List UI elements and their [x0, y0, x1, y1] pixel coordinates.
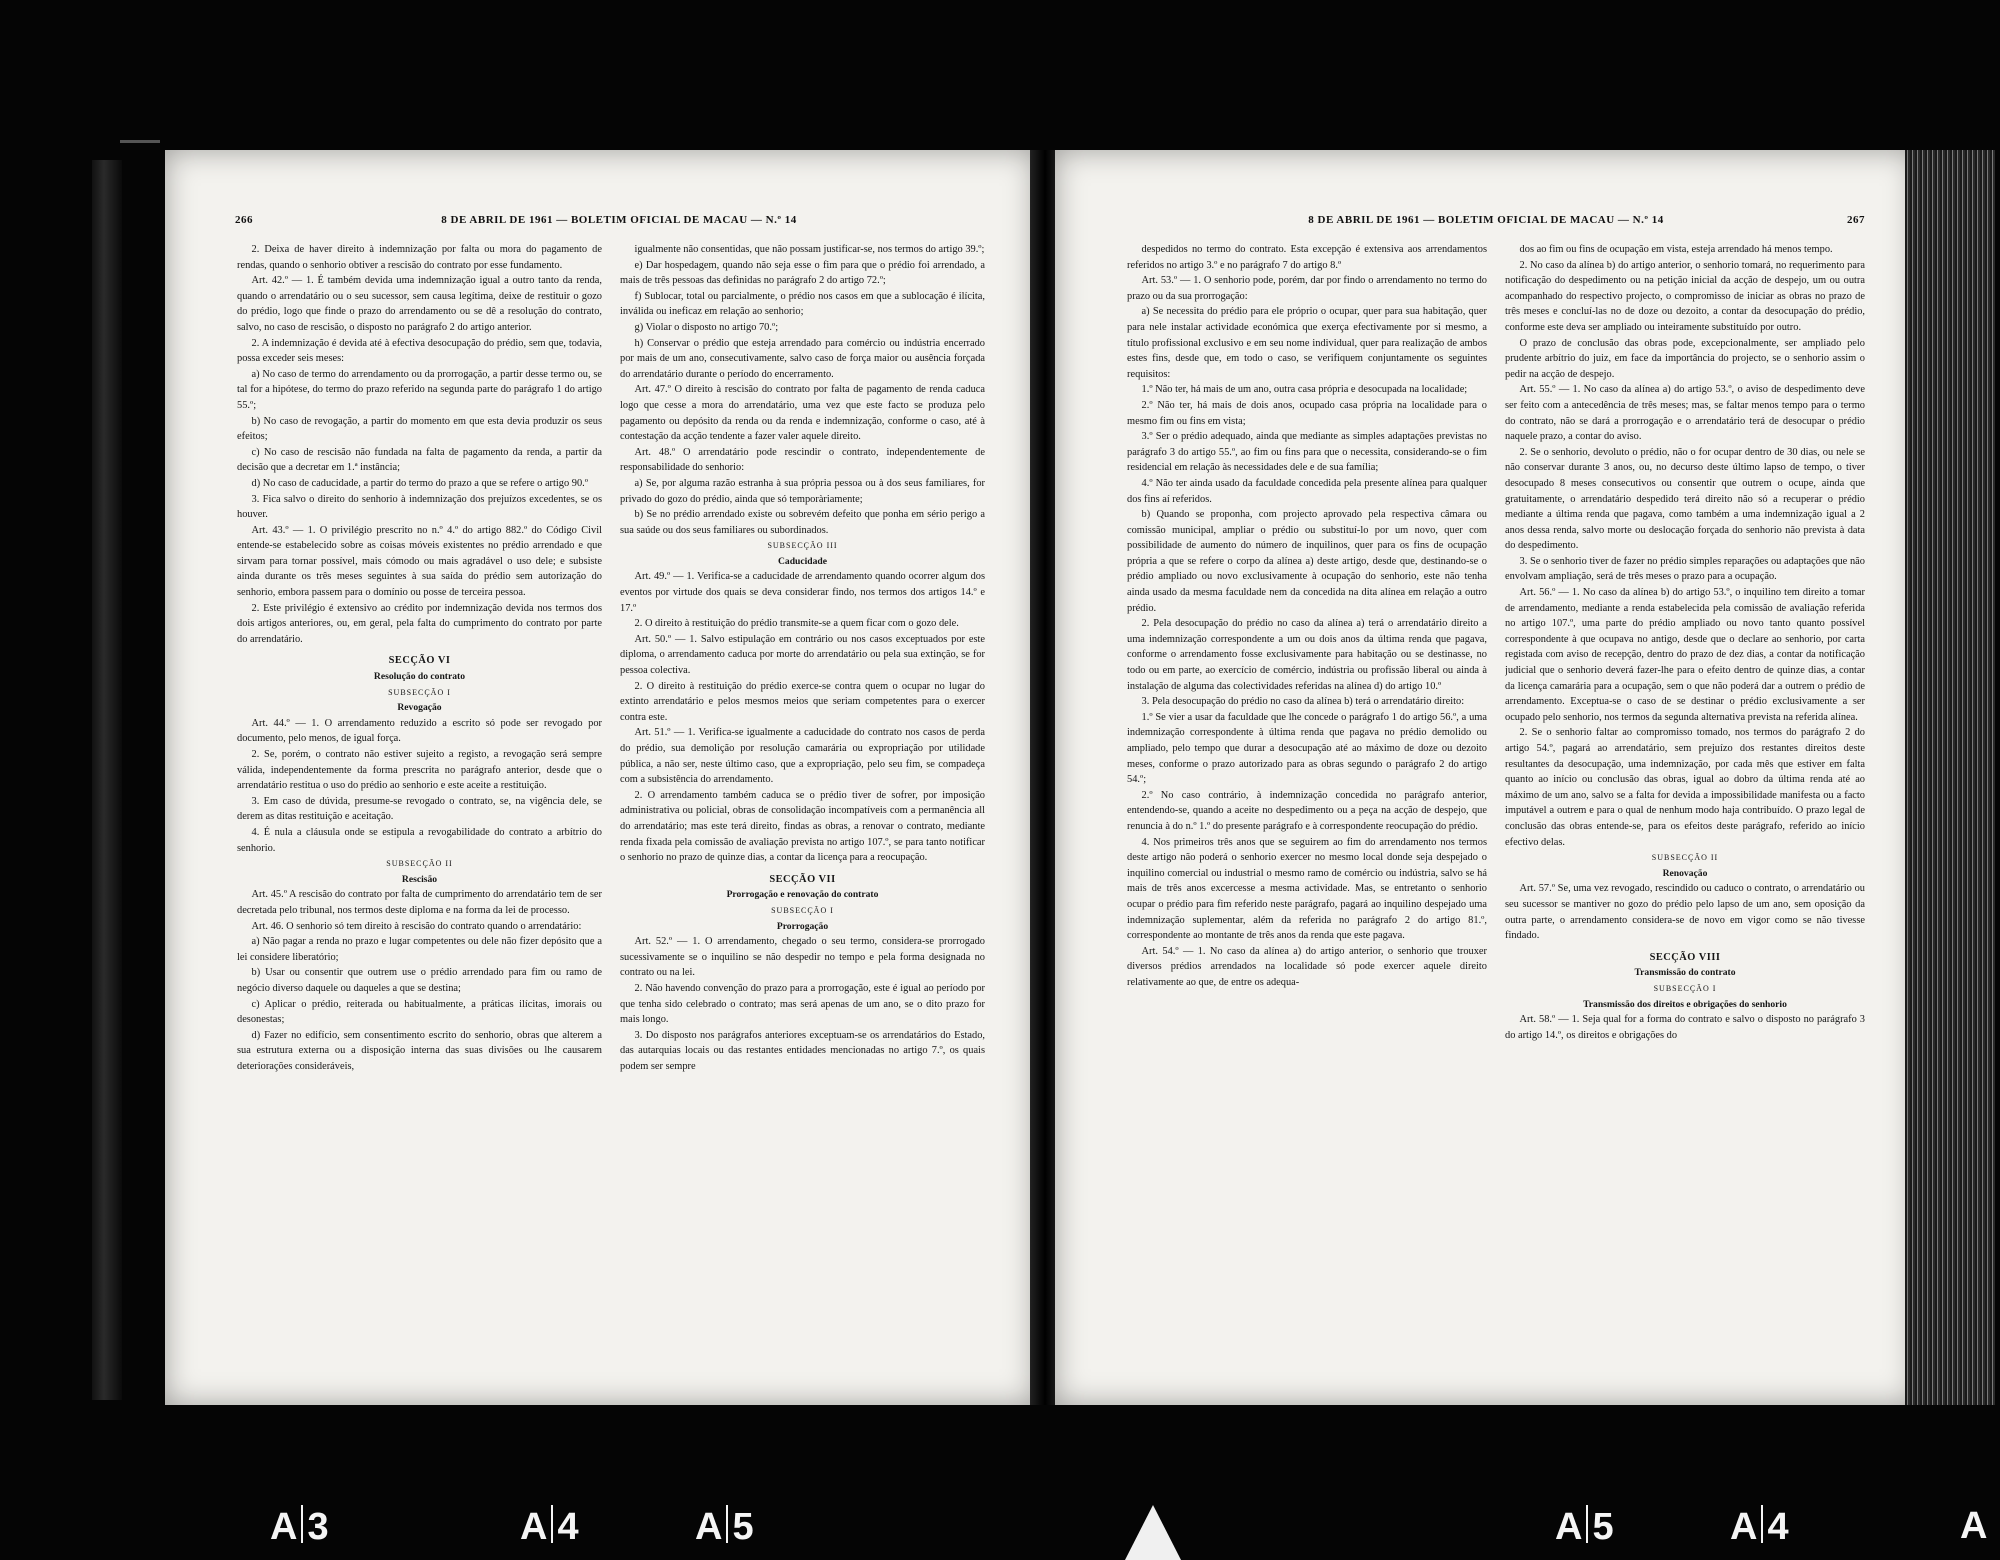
- heading-title: Resolução do contrato: [373, 671, 466, 683]
- left-running-title: 8 DE ABRIL DE 1961 — BOLETIM OFICIAL DE MACAU — N.º 14: [441, 214, 797, 226]
- paragraph: 4.º Não ter ainda usado da faculdade concedida pela presente alínea para qualquer dos fins aí referidos.: [1127, 477, 1487, 505]
- film-mark-letter: A: [270, 1506, 298, 1548]
- left-page-header: [235, 214, 985, 226]
- film-mark-number: 5: [732, 1506, 754, 1548]
- page-block-edge: [1905, 150, 1995, 1405]
- left-column-1: [237, 242, 602, 1345]
- heading-title: Prorrogação e renovação do contrato: [726, 889, 879, 901]
- paragraph: Art. 42.º — 1. É também devida uma indemnização igual a outro tanto da renda, quando o arrendatário ou o seu sucessor, sem causa legítima, deixe de restituir o gozo do prédio, logo que finde o prazo do arrendamento ou se dê a resolução do contrato, salvo, no caso de rescisão, o disposto no parágrafo 2 do artigo anterior.: [237, 275, 602, 333]
- paragraph: b) Se no prédio arrendado existe ou sobrevém defeito que ponha em sério perigo a sua saúde ou dos seus familiares ou subordinados.: [620, 509, 985, 536]
- film-mark-1: [270, 1505, 329, 1549]
- subsection-heading: SUBSECÇÃO II: [1651, 853, 1719, 863]
- subsection-heading: SUBSECÇÃO I: [771, 905, 834, 915]
- film-center-notch: [1125, 1505, 1181, 1560]
- right-page: [1055, 150, 1915, 1405]
- film-mark-3: [695, 1505, 754, 1549]
- paragraph: Art. 49.º — 1. Verifica-se a caducidade de arrendamento quando ocorrer algum dos eventos por virtude dos quais se deva considerar findo, nos termos dos artigos 14.º e 17.º: [620, 571, 985, 614]
- heading-title: Transmissão do contrato: [1634, 967, 1736, 979]
- heading-title: Transmissão dos direitos e obrigações do senhorio: [1583, 998, 1787, 1010]
- section-heading: SECÇÃO VIII: [1649, 951, 1721, 963]
- left-column-2: [620, 242, 985, 1345]
- paragraph: Art. 58.º — 1. Seja qual for a forma do contrato e salvo o disposto no parágrafo 3 do artigo 14.º, os direitos e obrigações do: [1505, 1014, 1865, 1041]
- paragraph: a) Se, por alguma razão estranha à sua própria pessoa ou à dos seus familiares, for privado do gozo do prédio, ainda que só temporàriamente;: [620, 477, 985, 505]
- left-page-columns: [237, 242, 985, 1345]
- paragraph: Art. 44.º — 1. O arrendamento reduzido a escrito só pode ser revogado por documento, pelo menos, de igual força.: [237, 717, 602, 745]
- paragraph: f) Sublocar, total ou parcialmente, o prédio nos casos em que a sublocação é ilícita, inválida ou ineficaz em relação ao senhorio;: [620, 290, 985, 318]
- paragraph: 3. Pela desocupação do prédio no caso da alínea b) terá o arrendatário direito:: [1141, 696, 1465, 708]
- paragraph: 2. Se, porém, o contrato não estiver sujeito a registo, a revogação será sempre válida, independentemente da forma prescrita no parágrafo anterior, desde que o arrendatário restitua o uso do prédio ao senhorio e este aceite a restituição.: [237, 749, 602, 792]
- film-mark-number: 4: [1767, 1506, 1789, 1548]
- film-mark-5: [1730, 1505, 1789, 1549]
- paragraph: c) No caso de rescisão não fundada na falta de pagamento da renda, a partir da decisão que a decretar em 1.ª instância;: [237, 446, 602, 474]
- paragraph: 4. É nula a cláusula onde se estipula a revogabilidade do contrato a arbítrio do senhorio.: [237, 826, 602, 854]
- right-page-header: [1125, 214, 1865, 226]
- paragraph: Art. 55.º — 1. No caso da alínea a) do artigo 53.º, o aviso de despedimento deve ser feito com a antecedência de três meses; mas, se faltar menos tempo para o termo do contrato, não se dará a prorrogação e o arrendatário terá de desocupar o prédio naquele prazo, a contar do aviso.: [1505, 384, 1865, 443]
- paragraph: 4. Nos primeiros três anos que se seguirem ao fim do arrendamento nos termos deste artigo não poderá o senhorio exercer no mesmo local donde seja despejado o inquilino comercial ou industrial o mesmo ramo de comércio ou indústria, salvo se há mais de três anos excercesse a mesma actividade. Mas, se entretanto o senhorio ocupar o prédio para fim referido neste parágrafo, pagará ao inquilino despejado uma indemnização suplementar, além da referida no parágrafo 2 do artigo 81.º, correspondente ao montante de três anos da renda que este pagava.: [1127, 836, 1487, 942]
- heading-title: Renovação: [1662, 867, 1708, 879]
- right-running-title: 8 DE ABRIL DE 1961 — BOLETIM OFICIAL DE MACAU — N.º 14: [1308, 214, 1664, 226]
- subsection-heading: SUBSECÇÃO I: [388, 687, 451, 697]
- right-column-1: [1127, 242, 1487, 1345]
- paragraph: c) Aplicar o prédio, reiterada ou habitualmente, a práticas ilícitas, imorais ou desonestas;: [237, 998, 602, 1026]
- paragraph: b) Quando se proponha, com projecto aprovado pela respectiva câmara ou comissão municipal, ampliar o prédio ou substituí-lo por um novo, quer com possibilidade de aumento do número de inquilinos, quer para os fins de ocupação própria a que se refere o corpo da alínea a) deste artigo, desde que, destinando-se o prédio ampliado ou novo exclusivamente à ocupação do senhorio, este não tenha ainda usado da mesma faculdade nem da concedida na dita alínea em relação a outro prédio.: [1127, 509, 1487, 614]
- paragraph: g) Violar o disposto no artigo 70.º;: [634, 321, 779, 333]
- film-mark-letter: A: [520, 1506, 548, 1548]
- film-mark-letter: A: [1555, 1506, 1583, 1548]
- scan-speck: [120, 140, 160, 143]
- paragraph: a) Não pagar a renda no prazo e lugar competentes ou dele não fizer depósito que a lei considere liberatório;: [237, 936, 602, 963]
- heading-title: Rescisão: [401, 873, 438, 885]
- paragraph: d) No caso de caducidade, a partir do termo do prazo a que se refere o artigo 90.º: [251, 477, 588, 489]
- paragraph: 2. Pela desocupação do prédio no caso da alínea a) terá o arrendatário direito a uma indemnização correspondente a um ou dois anos da última renda que pagava, conforme o arrendamento fosse exclusivamente para habitação ou se destinasse, no todo ou em parte, ao exercício de comércio, indústria ou profissão liberal ou ainda à instalação de alguma das colectividades referidas na alínea d) do artigo 10.º: [1127, 618, 1487, 692]
- right-page-columns: [1127, 242, 1865, 1345]
- paragraph: 2.º No caso contrário, à indemnização concedida no parágrafo anterior, entendendo-se, quando a aceite no despedimento ou a peça na acção de despejo, que renuncia à do n.º 1.º do presente parágrafo e à correspondente reocupação do prédio.: [1127, 789, 1487, 832]
- film-mark-letter: A: [1730, 1506, 1758, 1548]
- paragraph: 3.º Ser o prédio adequado, ainda que mediante as simples adaptações previstas no parágrafo 3 do artigo 55.º, ao fim ou fins para que o necessita, considerando-se o fim residencial em relação às necessidades dele e de sua família;: [1127, 431, 1487, 474]
- paragraph: Art. 51.º — 1. Verifica-se igualmente a caducidade do contrato nos casos de perda do prédio, sua demolição por resolução camarária ou expropriação por utilidade pública, a não ser, neste último caso, que a expropriação, pelo seu fim, se compadeça com a subsistência do arrendamento.: [620, 727, 985, 786]
- paragraph: 3. Fica salvo o direito do senhorio à indemnização dos prejuízos excedentes, se os houver.: [237, 493, 602, 521]
- paragraph: b) No caso de revogação, a partir do momento em que esta devia produzir os seus efeitos;: [237, 415, 602, 443]
- section-heading: SECÇÃO VI: [388, 655, 451, 667]
- paragraph: Art. 53.º — 1. O senhorio pode, porém, dar por findo o arrendamento no termo do prazo ou da sua prorrogação:: [1127, 275, 1487, 302]
- right-column-2: [1505, 242, 1865, 1345]
- paragraph: 2. Não havendo convenção do prazo para a prorrogação, este é igual ao período por que tenha sido celebrado o contrato; mas será apenas de um ano, se o dito prazo for mais longo.: [620, 982, 985, 1026]
- left-page: [165, 150, 1035, 1405]
- paragraph: 3. Do disposto nos parágrafos anteriores exceptuam-se os arrendatários do Estado, das autarquias locais ou das restantes entidades mencionadas no artigo 7.º, os quais podem ser sempre: [620, 1029, 985, 1072]
- paragraph: 2. Este privilégio é extensivo ao crédito por indemnização devida nos termos dos dois artigos anteriores, ou, em geral, pela falta do cumprimento do contrato por parte do arrendatário.: [237, 602, 602, 645]
- left-page-number: 266: [235, 214, 253, 226]
- paragraph: 2. Deixa de haver direito à indemnização por falta ou mora do pagamento de rendas, quando o senhorio obtiver a rescisão do contrato por esse fundamento.: [237, 244, 602, 271]
- paragraph: 3. Em caso de dúvida, presume-se revogado o contrato, se, na vigência dele, se derem as ditas restituição e aceitação.: [237, 795, 602, 823]
- paragraph: Art. 45.º A rescisão do contrato por falta de cumprimento do arrendatário tem de ser decretada pelo tribunal, nos termos deste diploma e na forma da lei de processo.: [237, 889, 602, 916]
- paragraph: Art. 46. O senhorio só tem direito à rescisão do contrato quando o arrendatário:: [251, 920, 582, 932]
- film-mark-2: [520, 1505, 579, 1549]
- paragraph: dos ao fim ou fins de ocupação em vista, esteja arrendado há menos tempo.: [1519, 244, 1833, 255]
- paragraph: 1.º Se vier a usar da faculdade que lhe concede o parágrafo 1 do artigo 56.º, a uma indemnização correspondente à última renda que pagava no prédio demolido ou ampliado, pelo tempo que durar a desocupação até ao máximo de doze ou dezoito meses, conforme o prazo autorizado para as obras segundo o parágrafo 2 do artigo 54.º;: [1127, 711, 1487, 786]
- paragraph: e) Dar hospedagem, quando não seja esse o fim para que o prédio foi arrendado, a mais de três pessoas das definidas no parágrafo 2 do artigo 72.º;: [620, 259, 985, 287]
- section-heading: SECÇÃO VII: [769, 873, 836, 885]
- paragraph: a) No caso de termo do arrendamento ou da prorrogação, a partir desse termo ou, se tal for a hipótese, do termo do prazo referido na segunda parte do parágrafo 1 do artigo 55.º;: [237, 368, 602, 411]
- film-mark-6: [1960, 1505, 1987, 1548]
- paragraph: 3. Se o senhorio tiver de fazer no prédio simples reparações ou adaptações que não envolvam ampliação, será de três meses o prazo para a ocupação.: [1505, 555, 1865, 583]
- paragraph: Art. 56.º — 1. No caso da alínea b) do artigo 53.º, o inquilino tem direito a tomar de arrendamento, mediante a renda estabelecida pela comissão de avaliação referida no artigo 107.º, uma parte do prédio ampliado ou novo tanto quanto possível correspondente à que ocupava no antigo, desde que o declare ao senhorio, por carta registada com aviso de recepção, dentro do prazo de dez dias, a contar da notificação judicial que o senhorio deverá fazer-lhe para o efeito dentro de quinze dias, a contar da licença camarária para a ocupação, sem o que não poderá dar a outrem o prédio de arrendamento. Exceptua-se o caso de se destinar o prédio exclusivamente a ser ocupado pelo senhorio, nos termos da segunda alternativa prevista na referida alínea.: [1505, 587, 1865, 723]
- scan-edge: [92, 160, 122, 1400]
- paragraph: Art. 52.º — 1. O arrendamento, chegado o seu termo, considera-se prorrogado sucessivamente se o inquilino se não despedir no tempo e pela forma designada no contrato ou na lei.: [620, 936, 985, 979]
- heading-title: Prorrogação: [776, 920, 829, 932]
- paragraph: 2. Se o senhorio, devoluto o prédio, não o for ocupar dentro de 30 dias, ou nele se não conservar durante 3 anos, ou, no decurso deste último lapso de tempo, o tiver desocupado 8 meses consecutivos ou consentir que outrem o ocupe, ainda que gratuitamente, o arrendatário despedido terá direito não só a recuperar o prédio mediante a última renda que pagava, como também a uma indemnização igual a 2 anos dessa renda, salvo morte ou deslocação forçada do senhorio não prevista à data do despedimento.: [1505, 446, 1865, 552]
- film-mark-number: 5: [1592, 1506, 1614, 1548]
- film-mark-number: 3: [307, 1506, 329, 1548]
- film-mark-letter: A: [1960, 1505, 1988, 1547]
- paragraph: Art. 47.º O direito à rescisão do contrato por falta de pagamento de renda caduca logo que cesse a mora do arrendatário, uma vez que este facto se produza pelo pagamento ou depósito da renda ou da renda e indemnização, conforme o caso, até à contestação da acção tendente a fazer valer aquele direito.: [620, 384, 985, 443]
- subsection-heading: SUBSECÇÃO II: [386, 859, 453, 869]
- paragraph: Art. 48.º O arrendatário pode rescindir o contrato, independentemente de responsabilidade do senhorio:: [620, 446, 985, 474]
- paragraph: h) Conservar o prédio que esteja arrendado para comércio ou indústria encerrado por mais de um ano, consecutivamente, salvo caso de força maior ou ausência forçada do arrendatário durante o período do encerramento.: [620, 337, 985, 380]
- paragraph: despedidos no termo do contrato. Esta excepção é extensiva aos arrendamentos referidos no artigo 3.º e no parágrafo 7 do artigo 8.º: [1127, 244, 1487, 271]
- paragraph: 1.º Não ter, há mais de um ano, outra casa própria e desocupada na localidade;: [1141, 384, 1468, 396]
- paragraph: igualmente não consentidas, que não possam justificar-se, nos termos do artigo 39.º;: [634, 244, 985, 255]
- subsection-heading: SUBSECÇÃO III: [767, 541, 838, 551]
- film-mark-letter: A: [695, 1506, 723, 1548]
- paragraph: Art. 43.º — 1. O privilégio prescrito no n.º 4.º do artigo 882.º do Código Civil entende-se estabelecido sobre as coisas móveis existentes no prédio arrendado e que sirvam para tornar possível, mais cómodo ou mais agradável o uso dele; e subsiste ainda durante os três meses seguintes à sua saída do prédio sem autorização do senhorio, embora passem para o domínio ou posse de terceira pessoa.: [237, 524, 602, 599]
- film-mark-4: [1555, 1505, 1614, 1549]
- paragraph: 2. No caso da alínea b) do artigo anterior, o senhorio tomará, no requerimento para notificação do despedimento ou na petição inicial da acção de despejo, um ou outra acompanhado do respectivo projecto, o compromisso de iniciar as obras no prazo de três meses e concluí-las no de doze ou dezoito, a contar da desocupação do prédio, conforme este deva ser ampliado ou inteiramente substituído por outro.: [1505, 259, 1865, 333]
- paragraph: 2. O direito à restituição do prédio transmite-se a quem ficar com o gozo dele.: [634, 618, 959, 630]
- right-page-number: 267: [1847, 214, 1865, 226]
- paragraph: 2.º Não ter, há mais de dois anos, ocupado casa própria na localidade para o mesmo fim ou fins em vista;: [1127, 399, 1487, 427]
- paragraph: 2. O direito à restituição do prédio exerce-se contra quem o ocupar no lugar do extinto arrendatário e pelos mesmos meios que seriam competentes para o exercer contra este.: [620, 680, 985, 723]
- paragraph: d) Fazer no edifício, sem consentimento escrito do senhorio, obras que alterem a sua estrutura externa ou a disposição interna das suas divisões ou lhe causarem deteriorações consideráveis,: [237, 1029, 602, 1072]
- film-mark-number: 4: [557, 1506, 579, 1548]
- paragraph: Art. 54.º — 1. No caso da alínea a) do artigo anterior, o senhorio que trouxer diversos prédios arrendados na localidade só pode exercer aquele direito relativamente ao que, de entre os adequa-: [1127, 945, 1487, 988]
- paragraph: b) Usar ou consentir que outrem use o prédio arrendado para fim ou ramo de negócio diverso daquele ou daqueles a que se destina;: [237, 967, 602, 994]
- paragraph: 2. Se o senhorio faltar ao compromisso tomado, nos termos do parágrafo 2 do artigo 54.º, pagará ao arrendatário, sem prejuízo dos restantes direitos deste resultantes da desocupação, uma indemnização, por cada mês que estiver em falta quanto ao início ou conclusão das obras, igual ao dobro da última renda até ao máximo de um ano, salvo se a falta for devida a impossibilidade manifesta ou a facto imputável a outrem e para o qual de nenhum modo haja contribuído. O prazo legal de conclusão das obras entende-se, para os efeitos deste parágrafo, referido ao início efectivo delas.: [1505, 727, 1865, 848]
- paragraph: a) Se necessita do prédio para ele próprio o ocupar, quer para sua habitação, quer para nele instalar actividade económica que exerça efectivamente por si mesmo, a título profissional exclusivo e em seu nome individual, quer para realização de ambos estes fins, desde que, em todo o caso, se verifiquem conjuntamente os seguintes requisitos:: [1127, 306, 1487, 380]
- paragraph: O prazo de conclusão das obras pode, excepcionalmente, ser ampliado pelo prudente arbítrio do juiz, em face da importância do projecto, se o senhorio assim o pedir na acção de despejo.: [1505, 337, 1865, 380]
- paragraph: Art. 57.º Se, uma vez revogado, rescindido ou caduco o contrato, o arrendatário ou seu sucessor se mantiver no gozo do prédio pelo lapso de um ano, sem oposição da outra parte, o arrendamento considera-se de novo em vigor como se não tivesse findado.: [1505, 883, 1865, 942]
- heading-title: Caducidade: [777, 555, 828, 567]
- heading-title: Revogação: [397, 702, 442, 714]
- subsection-heading: SUBSECÇÃO I: [1653, 983, 1717, 993]
- paragraph: Art. 50.º — 1. Salvo estipulação em contrário ou nos casos exceptuados por este diploma, o arrendamento caduca por morte do arrendatário ou pela sua extinção, se for pessoa colectiva.: [620, 633, 985, 677]
- paragraph: 2. O arrendamento também caduca se o prédio tiver de sofrer, por imposição administrativa ou policial, obras de consolidação incompatíveis com a permanência all do arrendatário; mas este terá direito, findas as obras, a renovar o contrato, mediante renda fixada pela comissão de avaliação prevista no artigo 107.º, se para tanto notificar o senhorio no prazo de quinze dias, a contar da licença para a reocupação.: [620, 789, 985, 864]
- paragraph: 2. A indemnização é devida até à efectiva desocupação do prédio, sem que, todavia, possa exceder seis meses:: [237, 337, 602, 365]
